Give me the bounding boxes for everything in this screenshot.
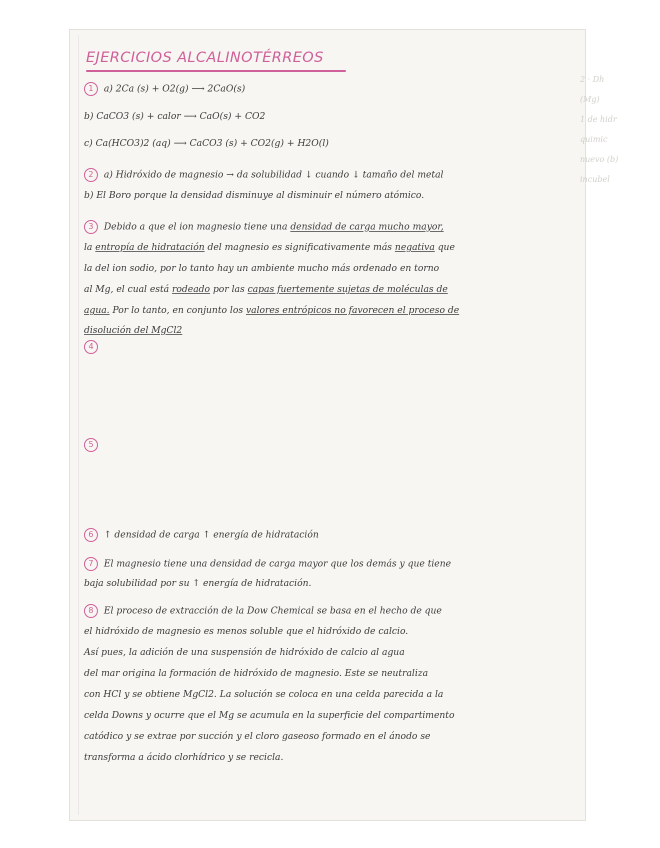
ex3-text: del magnesio es significativamente más	[207, 242, 393, 253]
bleed-through-text: 2 · Dh (Mg) 1 de hidr quimic nuevo (b) incubel	[580, 75, 619, 184]
ex3-text: Por lo tanto, en conjunto los	[112, 305, 244, 316]
ex1-c-prefix: c)	[84, 138, 93, 149]
ex8-text: Así pues, la adición de una suspensión de hidróxido de calcio al agua	[84, 647, 405, 658]
title-underline	[86, 70, 346, 72]
ex3-underlined: negativa	[394, 242, 435, 253]
ex1-a-text: 2Ca (s) + O2(g) ⟶ 2CaO(s)	[115, 83, 246, 95]
ex3-underlined: agua.	[84, 305, 110, 316]
ex8-number: 8	[84, 604, 98, 618]
ex2-b-text: b) El Boro porque la densidad disminuye al disminuir el número atómico.	[84, 190, 425, 201]
ex1-c-text: Ca(HCO3)2 (aq) ⟶ CaCO3 (s) + CO2(g) + H2O(l)	[95, 138, 329, 149]
ex8-text: el hidróxido de magnesio es menos soluble que el hidróxido de calcio.	[84, 626, 409, 637]
page-margin	[78, 35, 79, 815]
ex3-text: Debido a que el ion magnesio tiene una	[103, 221, 288, 233]
ex3-text: la	[84, 242, 93, 253]
ex7-line-2	[84, 578, 562, 589]
ex6-text: ↑ densidad de carga ↑ energía de hidratación	[103, 529, 319, 541]
ex7-line-1	[84, 557, 562, 571]
ex1-b-text: CaCO3 (s) + calor ⟶ CaO(s) + CO2	[96, 111, 266, 122]
ex3-underlined: valores entrópicos no favorecen el proceso de	[245, 305, 460, 316]
ex3-line-6	[84, 325, 562, 336]
ex2-number: 2	[84, 168, 98, 182]
ex3-underlined: densidad de carga mucho mayor,	[290, 221, 444, 233]
ex8-line-2	[84, 626, 562, 637]
ex1-c	[84, 138, 562, 149]
ex8-text: transforma a ácido clorhídrico y se recicla.	[84, 752, 284, 763]
ex3-underlined: entropía de hidratación	[95, 242, 205, 253]
ex3-text: por las	[212, 284, 245, 295]
ex2-b	[84, 190, 562, 201]
ex3-number: 3	[84, 220, 98, 234]
ex3-line-1	[84, 220, 562, 234]
ex8-text: celda Downs y ocurre que el Mg se acumula en la superficie del compartimento	[84, 710, 455, 721]
ex1-a	[84, 82, 562, 96]
ex1-number: 1	[84, 82, 98, 96]
ex7-text: baja solubilidad por su ↑ energía de hidratación.	[84, 578, 312, 589]
ex8-text: con HCl y se obtiene MgCl2. La solución se coloca en una celda parecida a la	[84, 689, 444, 700]
ex3-text: al Mg, el cual está	[84, 284, 170, 295]
ex1-a-prefix: a)	[103, 83, 113, 95]
ex5-number: 5	[84, 438, 98, 452]
ex1-b	[84, 111, 562, 122]
ex3-underlined: rodeado	[172, 284, 211, 295]
ex8-text: catódico y se extrae por succión y el cloro gaseoso formado en el ánodo se	[84, 731, 431, 742]
ex3-underlined: capas fuertemente sujetas de moléculas de	[247, 284, 448, 295]
ex3-line-2	[84, 242, 562, 253]
ex8-line-4	[84, 668, 562, 679]
ex3-line-3	[84, 263, 562, 274]
ex8-line-7	[84, 731, 562, 742]
ex3-line-4	[84, 284, 562, 295]
ex8-line-5	[84, 689, 562, 700]
notebook-page	[70, 30, 619, 820]
ex8-line-8	[84, 752, 562, 763]
ex8-text: El proceso de extracción de la Dow Chemical se basa en el hecho de que	[103, 605, 442, 617]
ex6-number: 6	[84, 528, 98, 542]
ex8-line-1	[84, 604, 562, 618]
ex6-line	[84, 528, 562, 542]
ex2-a-text: a) Hidróxido de magnesio → da solubilidad ↓ cuando ↓ tamaño del metal	[103, 169, 444, 181]
ex1-b-prefix: b)	[84, 111, 94, 122]
ex2-a	[84, 168, 562, 182]
ex8-text: del mar origina la formación de hidróxido de magnesio. Este se neutraliza	[84, 668, 429, 679]
ex4-number: 4	[84, 340, 98, 354]
ex3-underlined: disolución del MgCl2	[84, 325, 183, 336]
page-title: EJERCICIOS ALCALINOTÉRREOS	[86, 50, 324, 66]
ex8-line-3	[84, 647, 562, 658]
ex3-text: que	[437, 242, 455, 253]
ex3-text: la del ion sodio, por lo tanto hay un ambiente mucho más ordenado en torno	[84, 263, 440, 274]
ex7-text: El magnesio tiene una densidad de carga mayor que los demás y que tiene	[103, 558, 452, 570]
ex3-line-5	[84, 305, 562, 316]
ex8-line-6	[84, 710, 562, 721]
ex7-number: 7	[84, 557, 98, 571]
